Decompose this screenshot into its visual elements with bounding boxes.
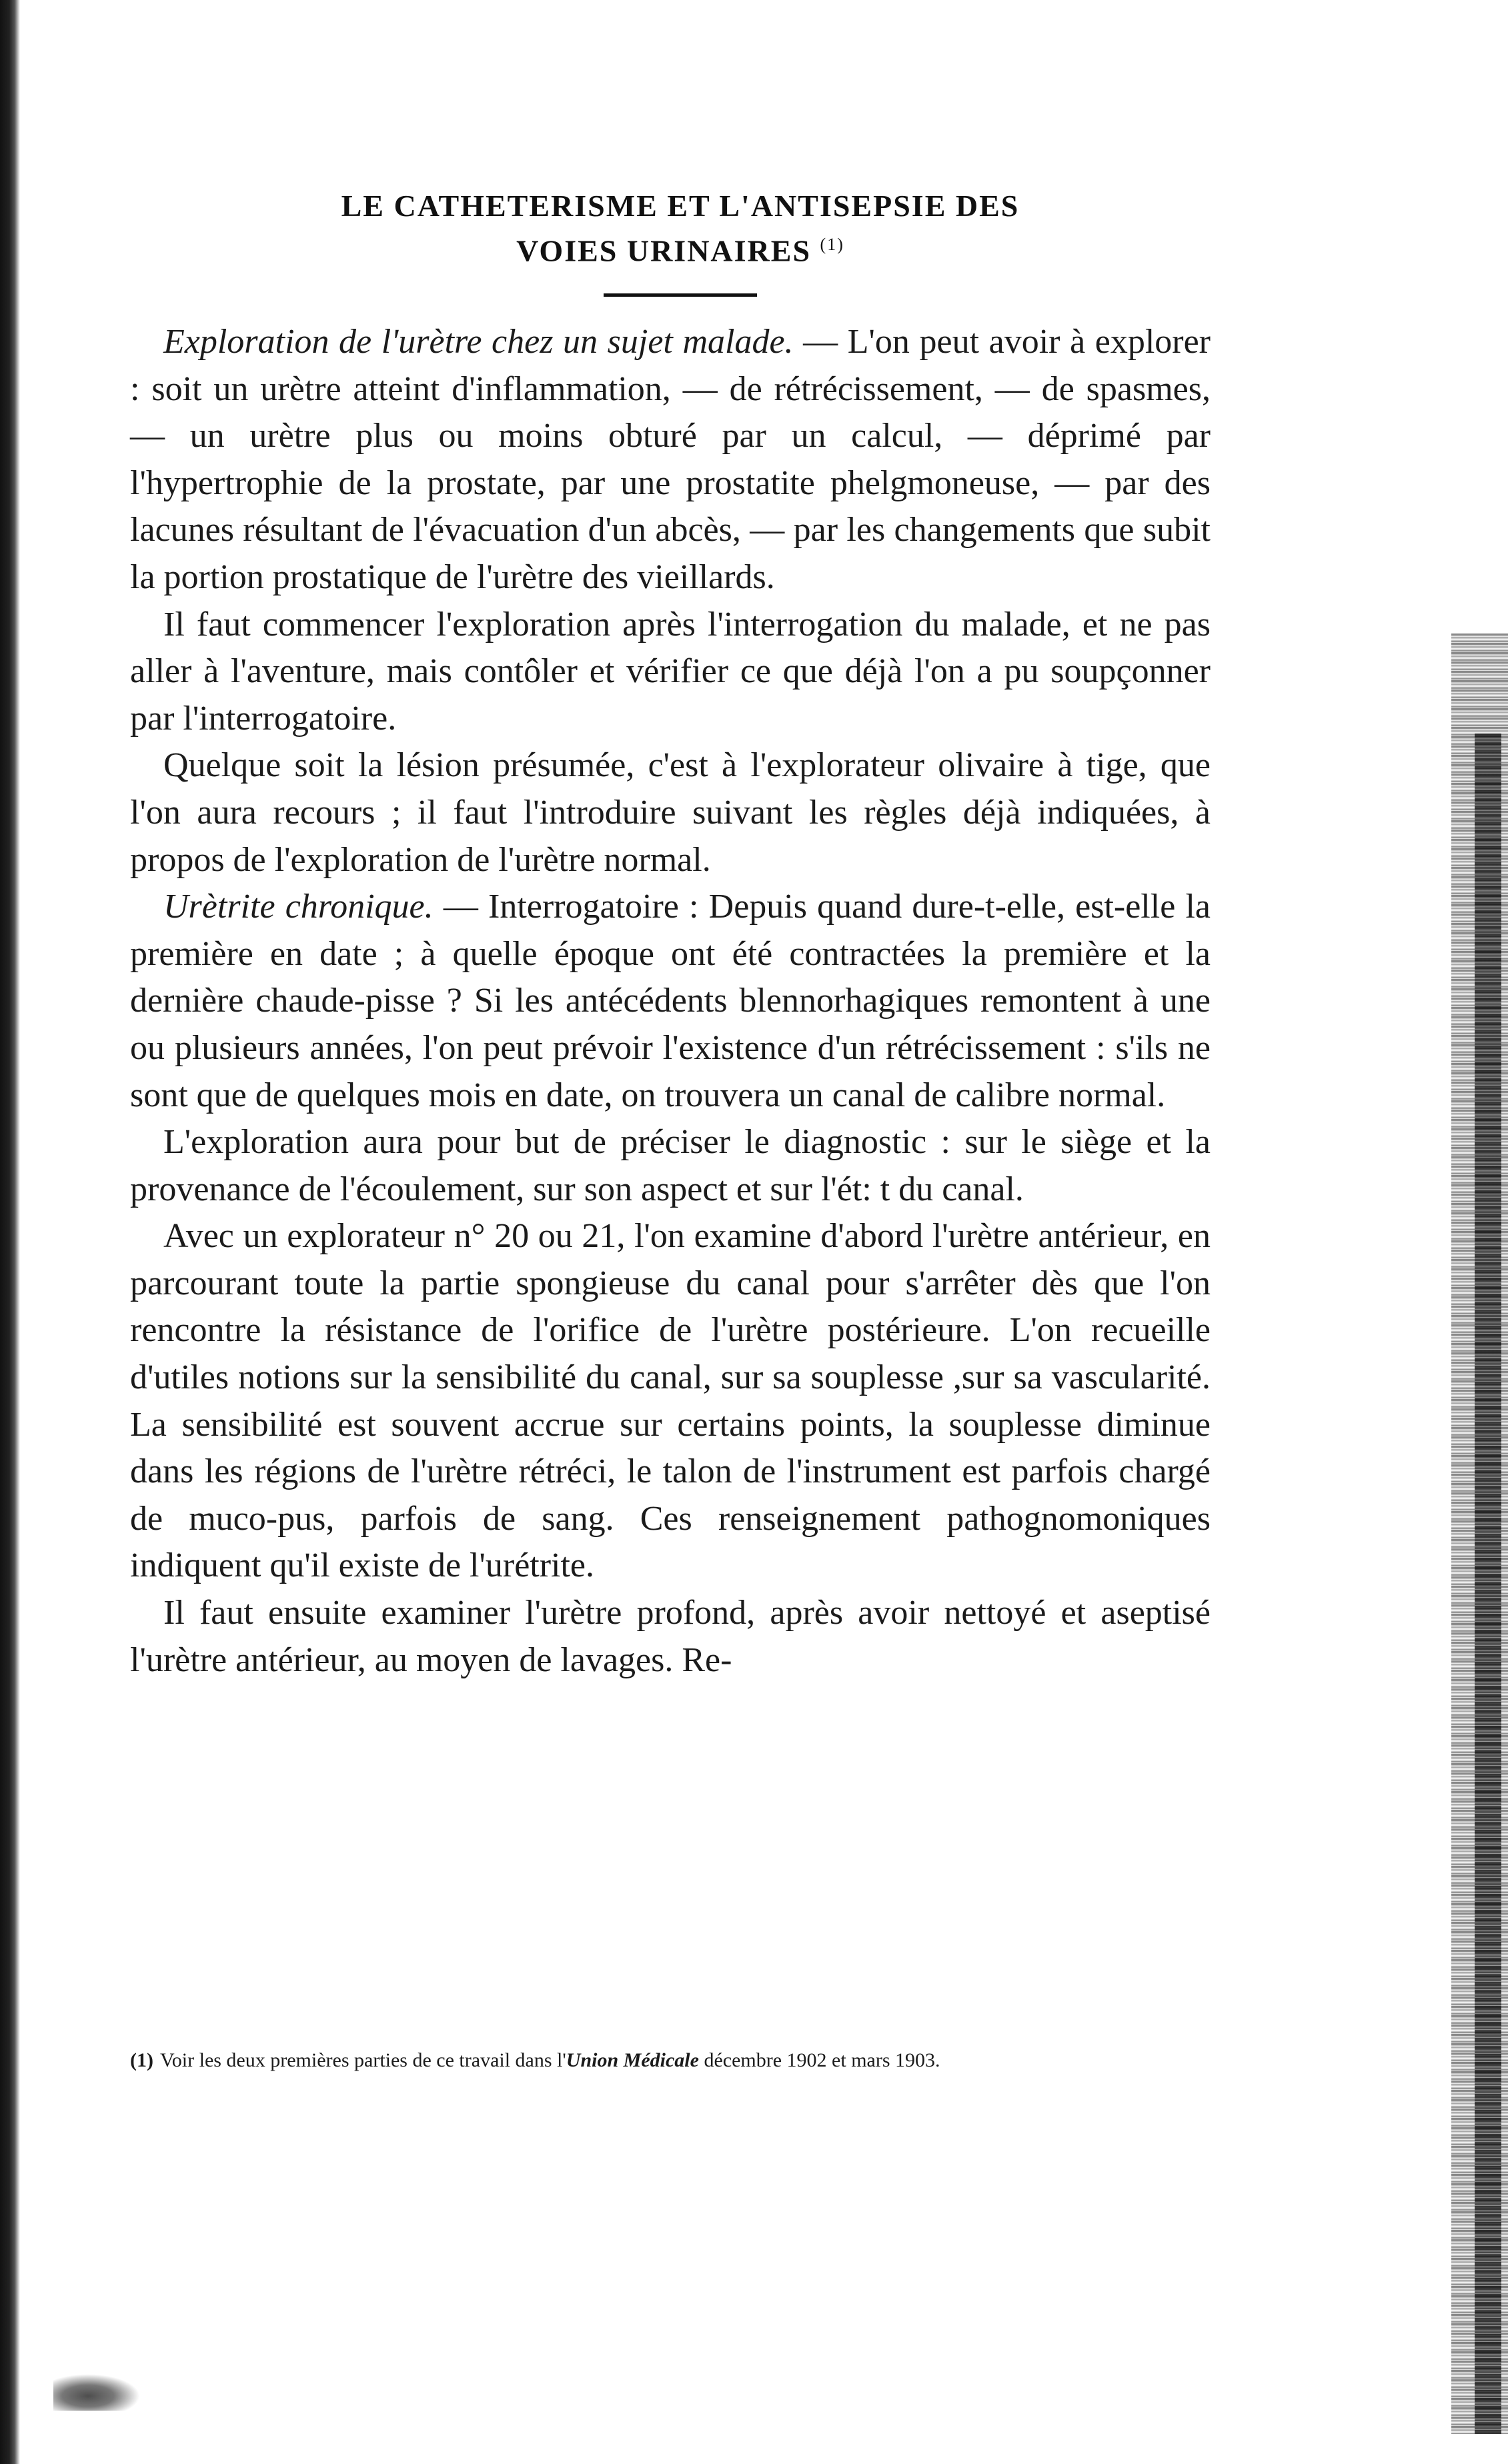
paragraph-text: Il faut ensuite examiner l'urètre profond, après avoir nettoyé et aseptisé l'urètre antérieur, au moyen de lavages. Re- <box>130 1594 1211 1679</box>
footnote-text-after: décembre 1902 et mars 1903. <box>698 2049 940 2071</box>
paragraph-text: Avec un explorateur n° 20 ou 21, l'on examine d'abord l'urètre antérieur, en parcourant toute la partie spongieuse du canal pour s'arrêter dès que l'on rencontre la résistance de l'orifice de l'urètre postérieure. L'on recueille d'utiles notions sur la sensibilité du canal, sur sa souplesse ,sur sa vascularité. La sensibilité est souvent accrue sur certains points, la souplesse diminue dans les régions de l'urètre rétréci, le talon de l'instrument est parfois chargé de muco-pus, parfois de sang. Ces renseignement pathognomoniques indiquent qu'il existe de l'urétrite. <box>130 1217 1211 1585</box>
scan-binding-edge <box>0 0 20 2464</box>
title-divider <box>604 293 757 297</box>
title-line-2-text: VOIES URINAIRES <box>516 233 812 268</box>
footnote <box>130 2047 1211 2074</box>
paragraph-text: — L'on peut avoir à explorer : soit un urètre atteint d'inflammation, — de rétrécissement, — de spasmes, — un urètre plus ou moins obturé par un calcul, — déprimé par l'hypertrophie de la prostate, par une prostatite phelgmoneuse, — par des lacunes résultant de l'évacuation d'un abcès, — par les changements que subit la portion prostatique de l'urètre des vieillards. <box>130 323 1211 596</box>
paragraph <box>130 319 1211 601</box>
article-title <box>200 187 1161 270</box>
paragraph <box>130 1590 1211 1684</box>
paragraph-text: — Interrogatoire : Depuis quand dure-t-elle, est-elle la première en date ; à quelle époque ont été contractées la première et la dernière chaude-pisse ? Si les antécédents blennorhagiques remontent à une ou plusieurs années, l'on peut prévoir l'existence d'un rétrécissement : s'ils ne sont que de quelques mois en date, on trouvera un canal de calibre normal. <box>130 888 1211 1114</box>
title-line-1: LE CATHETERISME ET L'ANTISEPSIE DES <box>341 189 1020 223</box>
footnote-journal: Union Médicale <box>566 2049 699 2071</box>
paragraph <box>130 742 1211 884</box>
paragraph <box>130 884 1211 1119</box>
paragraph-lead-italic: Urètrite chronique. <box>163 888 434 926</box>
paragraph-text: L'exploration aura pour but de préciser le diagnostic : sur le siège et la provenance de l'écoulement, sur son aspect et sur l'ét: t du canal. <box>130 1123 1211 1208</box>
footnote-marker: (1) <box>130 2049 153 2071</box>
title-line-2 <box>200 225 1161 270</box>
paragraph <box>130 1119 1211 1213</box>
article-body <box>130 319 1211 1684</box>
paragraph-text: Quelque soit la lésion présumée, c'est à l'explorateur olivaire à tige, que l'on aura recours ; il faut l'introduire suivant les règles déjà indiquées, à propos de l'exploration de l'urètre normal. <box>130 746 1211 879</box>
scan-margin-noise-core <box>1475 734 1501 2434</box>
paragraph-text: Il faut commencer l'exploration après l'interrogation du malade, et ne pas aller à l'aventure, mais contôler et vérifier ce que déjà l'on a pu soupçonner par l'interrogatoire. <box>130 605 1211 738</box>
paragraph <box>130 1213 1211 1590</box>
paragraph <box>130 601 1211 743</box>
footnote-text-before: Voir les deux premières parties de ce travail dans l' <box>159 2049 566 2071</box>
paragraph-lead-italic: Exploration de l'urètre chez un sujet malade. <box>163 323 794 361</box>
title-footnote-ref: (1) <box>820 235 844 254</box>
scan-smudge <box>53 2374 140 2411</box>
